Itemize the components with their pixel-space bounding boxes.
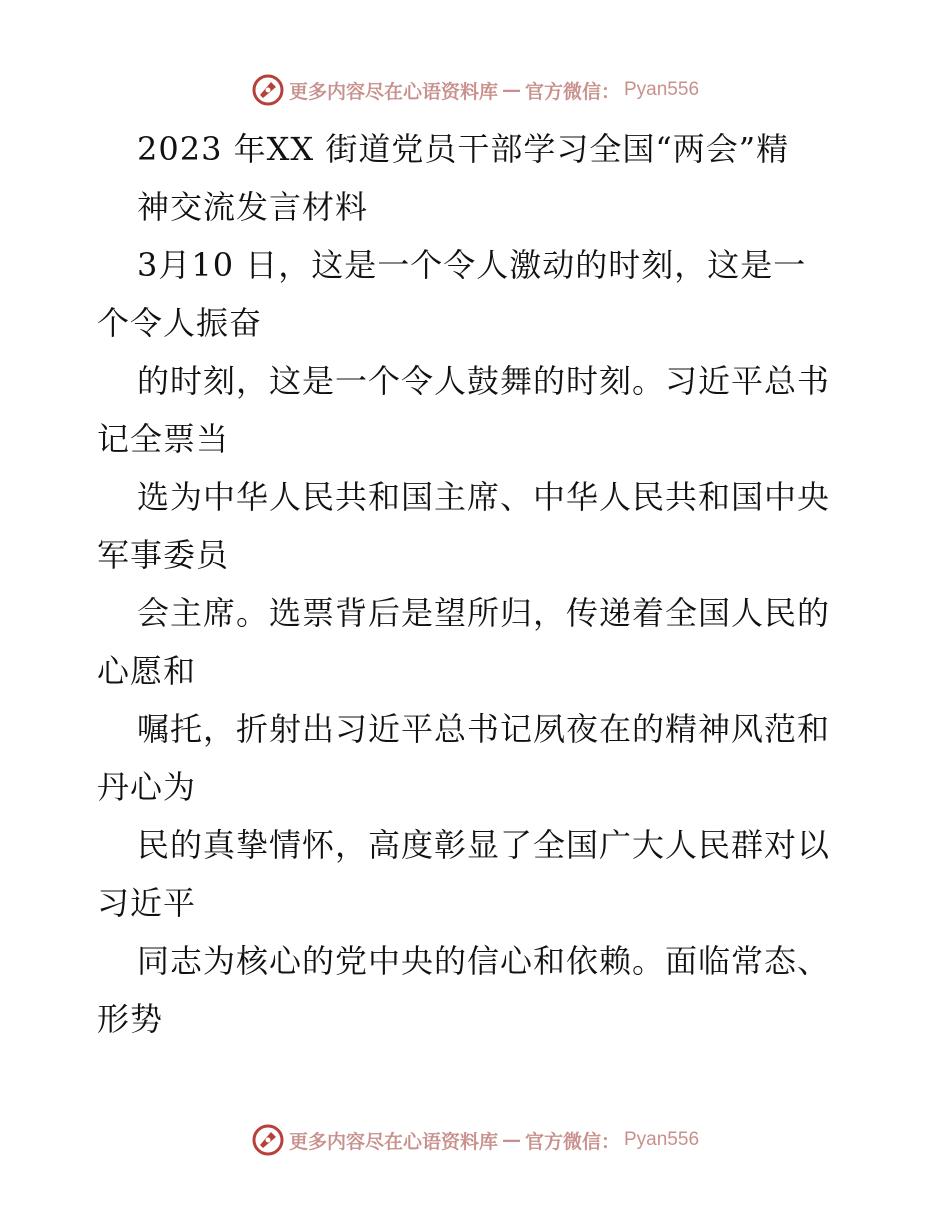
pen-nib-circle-icon — [251, 1123, 285, 1157]
banner-text-cn: 更多内容尽在心语资料库 — [288, 1130, 498, 1153]
body-line: 丹心为 — [97, 768, 197, 806]
pen-nib-circle-icon — [251, 73, 285, 107]
body-line: 个令人振奋 — [97, 304, 263, 342]
body-line: 记全票当 — [97, 420, 230, 458]
banner-wechat-id: Pyan556 — [624, 1129, 700, 1150]
header-banner-inner — [251, 73, 699, 107]
body-line: 嘱托，折射出习近平总书记夙夜在的精神风范和 — [137, 710, 831, 748]
title-line-1: 2023 年XX 街道党员干部学习全国“两会”精 — [137, 130, 790, 168]
document-body — [97, 120, 857, 1048]
footer-banner-inner — [251, 1123, 699, 1157]
footer-banner — [0, 1120, 950, 1160]
title-line-2: 神交流发言材料 — [137, 188, 369, 226]
body-line: 3月10 日，这是一个令人激动的时刻，这是一 — [137, 246, 807, 284]
banner-text-cn2: 官方微信： — [524, 1130, 620, 1153]
banner-wechat-id: Pyan556 — [624, 79, 700, 100]
banner-text-cn: 更多内容尽在心语资料库 — [288, 80, 498, 103]
banner-dash: — — [501, 1129, 521, 1151]
body-line: 形势 — [97, 1000, 164, 1038]
body-line: 同志为核心的党中央的信心和依赖。面临常态、 — [137, 942, 831, 980]
body-line: 习近平 — [97, 884, 197, 922]
body-line: 会主席。选票背后是望所归，传递着全国人民的 — [137, 594, 831, 632]
body-line: 心愿和 — [97, 652, 197, 690]
body-line: 选为中华人民共和国主席、中华人民共和国中央 — [137, 478, 831, 516]
header-banner — [0, 70, 950, 110]
body-line: 军事委员 — [97, 536, 230, 574]
banner-dash: — — [501, 79, 521, 101]
banner-text-cn2: 官方微信： — [524, 80, 620, 103]
body-line: 的时刻，这是一个令人鼓舞的时刻。习近平总书 — [137, 362, 831, 400]
body-line: 民的真挚情怀，高度彰显了全国广大人民群对以 — [137, 826, 831, 864]
